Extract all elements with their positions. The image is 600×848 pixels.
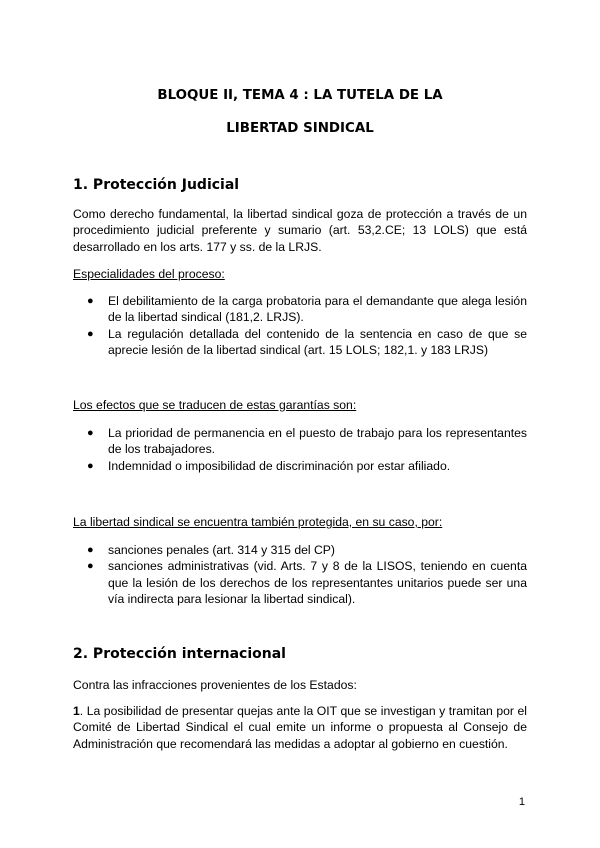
section2-heading: 2. Protección internacional — [73, 646, 286, 662]
item-number: 1 — [73, 704, 80, 718]
section2-intro: Contra las infracciones provenientes de los Estados: — [73, 678, 357, 692]
also-protected-label: La libertad sindical se encuentra también protegida, en su caso, por: — [73, 515, 443, 529]
bullet-icon: ● — [87, 459, 94, 472]
effects-label: Los efectos que se traducen de estas garantías son: — [73, 398, 357, 412]
list-item: ● Indemnidad o imposibilidad de discriminación por estar afiliado. — [87, 458, 451, 473]
bullet-icon: ● — [87, 427, 94, 439]
item-text: . La posibilidad de presentar quejas ante la OIT que se investigan y tramitan por el Comité de Libertad Sindical el cual emite un informe o propuesta al Consejo de Administración que recomendará las medidas a adoptar al gobierno en cuestión. — [73, 704, 527, 751]
page-number: 1 — [518, 796, 525, 808]
specialties-list — [73, 293, 527, 359]
bullet-icon: ● — [87, 544, 94, 556]
list-item: ● sanciones administrativas (vid. Arts. 7 y 8 de la LISOS, teniendo en cuenta que la lesión de los derechos de los representantes unitarios puede ser una vía indirecta para lesionar la libertad sindical). — [87, 559, 527, 607]
list-item: ● La regulación detallada del contenido de la sentencia en caso de que se aprecie lesión de la libertad sindical (art. 15 LOLS; 182,1. y 183 LRJS) — [87, 326, 527, 358]
list-item: ● La prioridad de permanencia en el puesto de trabajo para los representantes de los trabajadores. — [87, 426, 527, 457]
list-item: ● El debilitamiento de la carga probatoria para el demandante que alega lesión de la libertad sindical (181,2. LRJS). — [87, 294, 527, 325]
specialties-label: Especialidades del proceso: — [73, 267, 225, 281]
section1-heading: 1. Protección Judicial — [73, 177, 240, 193]
document-title-line2: LIBERTAD SINDICAL — [226, 121, 374, 136]
effects-list — [73, 425, 527, 474]
bullet-icon: ● — [87, 327, 94, 340]
bullet-icon: ● — [87, 560, 94, 573]
section1-intro: Como derecho fundamental, la libertad sindical goza de protección a través de un procedimiento judicial preferente y sumario (art. 53,2.CE; 13 LOLS) que está desarrollado en los arts. 177 y ss. de la LRJS. — [73, 207, 527, 254]
section2-item1 — [73, 703, 527, 752]
list-item: ● sanciones penales (art. 314 y 315 del CP) — [87, 543, 335, 557]
bullet-icon: ● — [87, 295, 94, 307]
document-title-line1: BLOQUE II, TEMA 4 : LA TUTELA DE LA — [157, 88, 443, 103]
also-protected-list — [73, 542, 527, 608]
